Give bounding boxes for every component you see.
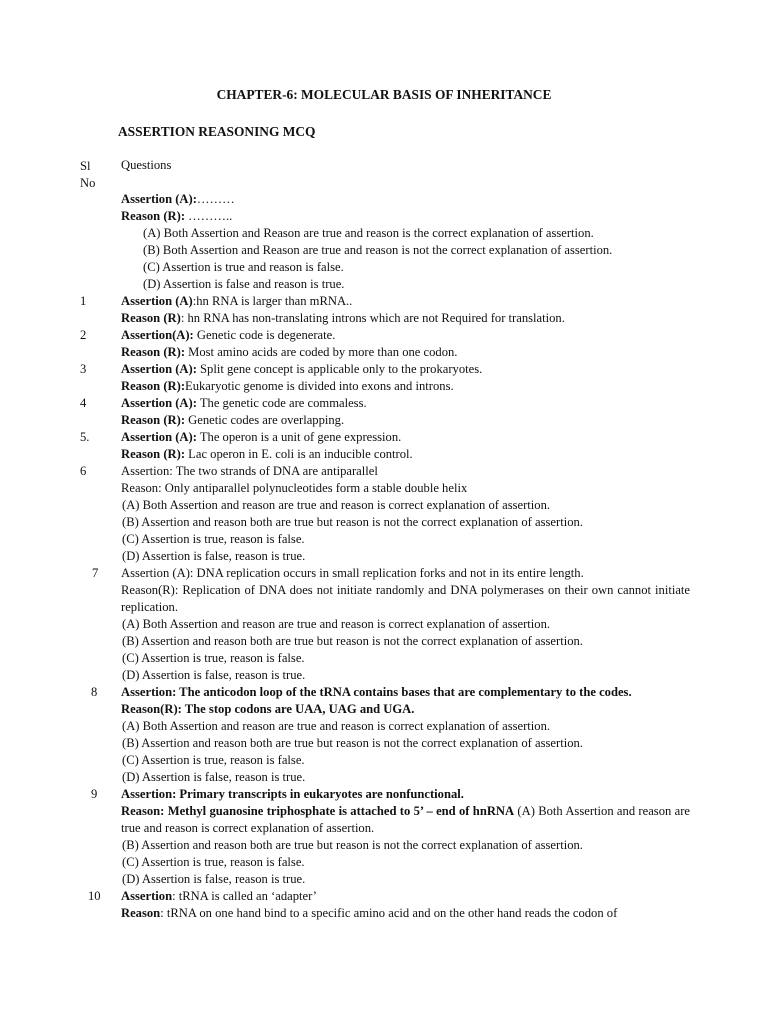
serial-header-line2: No <box>80 176 96 190</box>
reason-label: Reason (R): <box>121 379 186 393</box>
question-row <box>0 888 768 905</box>
question-row <box>0 327 768 344</box>
reason-text: Most amino acids are coded by more than one codon. <box>185 345 458 359</box>
option-row: (D) Assertion is false, reason is true. <box>122 769 306 784</box>
reason-row <box>0 310 768 327</box>
reason-row <box>0 412 768 429</box>
option-row: (B) Assertion and reason both are true but reason is not the correct explanation of assertion. <box>122 837 583 852</box>
reason-label: Reason (R): <box>121 209 186 223</box>
option-row: (C) Assertion is true, reason is false. <box>122 532 305 546</box>
question-row <box>0 463 768 480</box>
question-number: 3 <box>80 362 87 376</box>
option-row: (C) Assertion is true, reason is false. <box>122 854 305 869</box>
section-heading: ASSERTION REASONING MCQ <box>118 124 316 139</box>
question-row <box>0 684 768 701</box>
reason-row <box>0 446 768 463</box>
reason-label: Reason (R): <box>121 447 186 461</box>
assertion-label: Assertion (A) <box>121 294 193 308</box>
template-assertion <box>0 191 768 208</box>
reason-text: Reason(R): The stop codons are UAA, UAG and UGA. <box>121 701 415 716</box>
assertion-text: :hn RNA is larger than mRNA.. <box>192 294 353 308</box>
assertion-text: Genetic code is degenerate. <box>193 328 336 342</box>
assertion-text: Assertion: The anticodon loop of the tRNA contains bases that are complementary to the codes. <box>121 684 632 699</box>
reason-row <box>0 905 768 922</box>
option-row: (B) Assertion and reason both are true but reason is not the correct explanation of assertion. <box>122 735 583 750</box>
question-row <box>0 429 768 446</box>
question-number: 4 <box>80 396 87 410</box>
question-row <box>0 395 768 412</box>
template-reason <box>0 208 768 225</box>
reason-text: Genetic codes are overlapping. <box>185 413 345 427</box>
reason-label: Reason (R): <box>121 413 186 427</box>
question-number: 5. <box>80 430 90 444</box>
assertion-label: Assertion (A): <box>121 430 197 444</box>
question-number: 10 <box>88 888 101 903</box>
option-row: (B) Assertion and reason both are true but reason is not the correct explanation of assertion. <box>122 633 583 648</box>
page-title: CHAPTER-6: MOLECULAR BASIS OF INHERITANCE <box>216 87 552 102</box>
reason-row <box>0 378 768 395</box>
reason-text: Reason: Methyl guanosine triphosphate is attached to 5’ – end of hnRNA <box>121 803 515 818</box>
reason-row <box>0 701 768 718</box>
template-option: (D) Assertion is false and reason is true. <box>143 277 345 291</box>
question-number: 7 <box>92 566 99 580</box>
option-row: (A) Both Assertion and reason are true and reason is correct explanation of assertion. <box>122 498 551 512</box>
question-row <box>0 786 768 803</box>
serial-number-header <box>80 158 95 192</box>
option-row: (D) Assertion is false, reason is true. <box>122 549 306 563</box>
option-row: (D) Assertion is false, reason is true. <box>122 667 306 682</box>
assertion-text: Assertion (A): DNA replication occurs in small replication forks and not in its entire length. <box>121 566 584 580</box>
question-list <box>0 191 768 922</box>
question-number: 2 <box>80 328 87 342</box>
assertion-text: The genetic code are commaless. <box>196 396 367 410</box>
serial-header-line1: Sl <box>80 159 91 173</box>
question-number: 9 <box>91 786 98 801</box>
reason-label: Reason (R) <box>121 311 181 325</box>
question-number: 8 <box>91 684 98 699</box>
assertion-text: Assertion: Primary transcripts in eukaryotes are nonfunctional. <box>121 786 464 801</box>
reason-text: ……….. <box>185 209 233 223</box>
reason-label: Reason <box>121 905 161 920</box>
assertion-label: Assertion (A): <box>121 192 197 206</box>
questions-header: Questions <box>121 158 172 172</box>
reason-row <box>0 344 768 361</box>
assertion-label: Assertion (A): <box>121 396 197 410</box>
reason-text: Reason: Only antiparallel polynucleotides form a stable double helix <box>121 481 468 495</box>
option-row: (C) Assertion is true, reason is false. <box>122 752 305 767</box>
reason-text: Eukaryotic genome is divided into exons and introns. <box>185 379 454 393</box>
reason-row <box>0 803 768 837</box>
reason-label: Reason (R): <box>121 345 186 359</box>
assertion-text: The operon is a unit of gene expression. <box>196 430 402 444</box>
reason-text: Reason(R): Replication of DNA does not initiate randomly and DNA polymerases on their own cannot initiate replication. <box>121 583 690 614</box>
template-option: (A) Both Assertion and Reason are true and reason is the correct explanation of assertion. <box>143 226 594 240</box>
assertion-text: : tRNA is called an ‘adapter’ <box>172 888 317 903</box>
reason-row <box>0 480 768 497</box>
question-row <box>0 361 768 378</box>
assertion-label: Assertion <box>121 888 173 903</box>
assertion-text: Split gene concept is applicable only to the prokaryotes. <box>196 362 483 376</box>
reason-row <box>0 582 768 616</box>
assertion-text: ……… <box>196 192 235 206</box>
option-row: (B) Assertion and reason both are true but reason is not the correct explanation of assertion. <box>122 515 583 529</box>
question-row <box>0 293 768 310</box>
assertion-label: Assertion (A): <box>121 362 197 376</box>
option-row: (A) Both Assertion and reason are true and reason is correct explanation of assertion. <box>122 616 551 631</box>
question-number: 6 <box>80 464 87 478</box>
option-text: (A) Both Assertion and reason are true and reason is correct explanation of assertion. <box>121 803 690 835</box>
question-number: 1 <box>80 294 87 308</box>
option-row: (C) Assertion is true, reason is false. <box>122 650 305 665</box>
assertion-label: Assertion(A): <box>121 328 194 342</box>
option-row: (A) Both Assertion and reason are true and reason is correct explanation of assertion. <box>122 718 551 733</box>
template-option: (C) Assertion is true and reason is false. <box>143 260 344 274</box>
question-row <box>0 565 768 582</box>
assertion-text: Assertion: The two strands of DNA are antiparallel <box>121 464 378 478</box>
reason-text: : tRNA on one hand bind to a specific amino acid and on the other hand reads the codon of <box>160 905 618 920</box>
reason-text: : hn RNA has non-translating introns which are not Required for translation. <box>180 311 565 325</box>
template-option: (B) Both Assertion and Reason are true and reason is not the correct explanation of assertion. <box>143 243 613 257</box>
reason-text: Lac operon in E. coli is an inducible control. <box>185 447 413 461</box>
option-row: (D) Assertion is false, reason is true. <box>122 871 306 886</box>
